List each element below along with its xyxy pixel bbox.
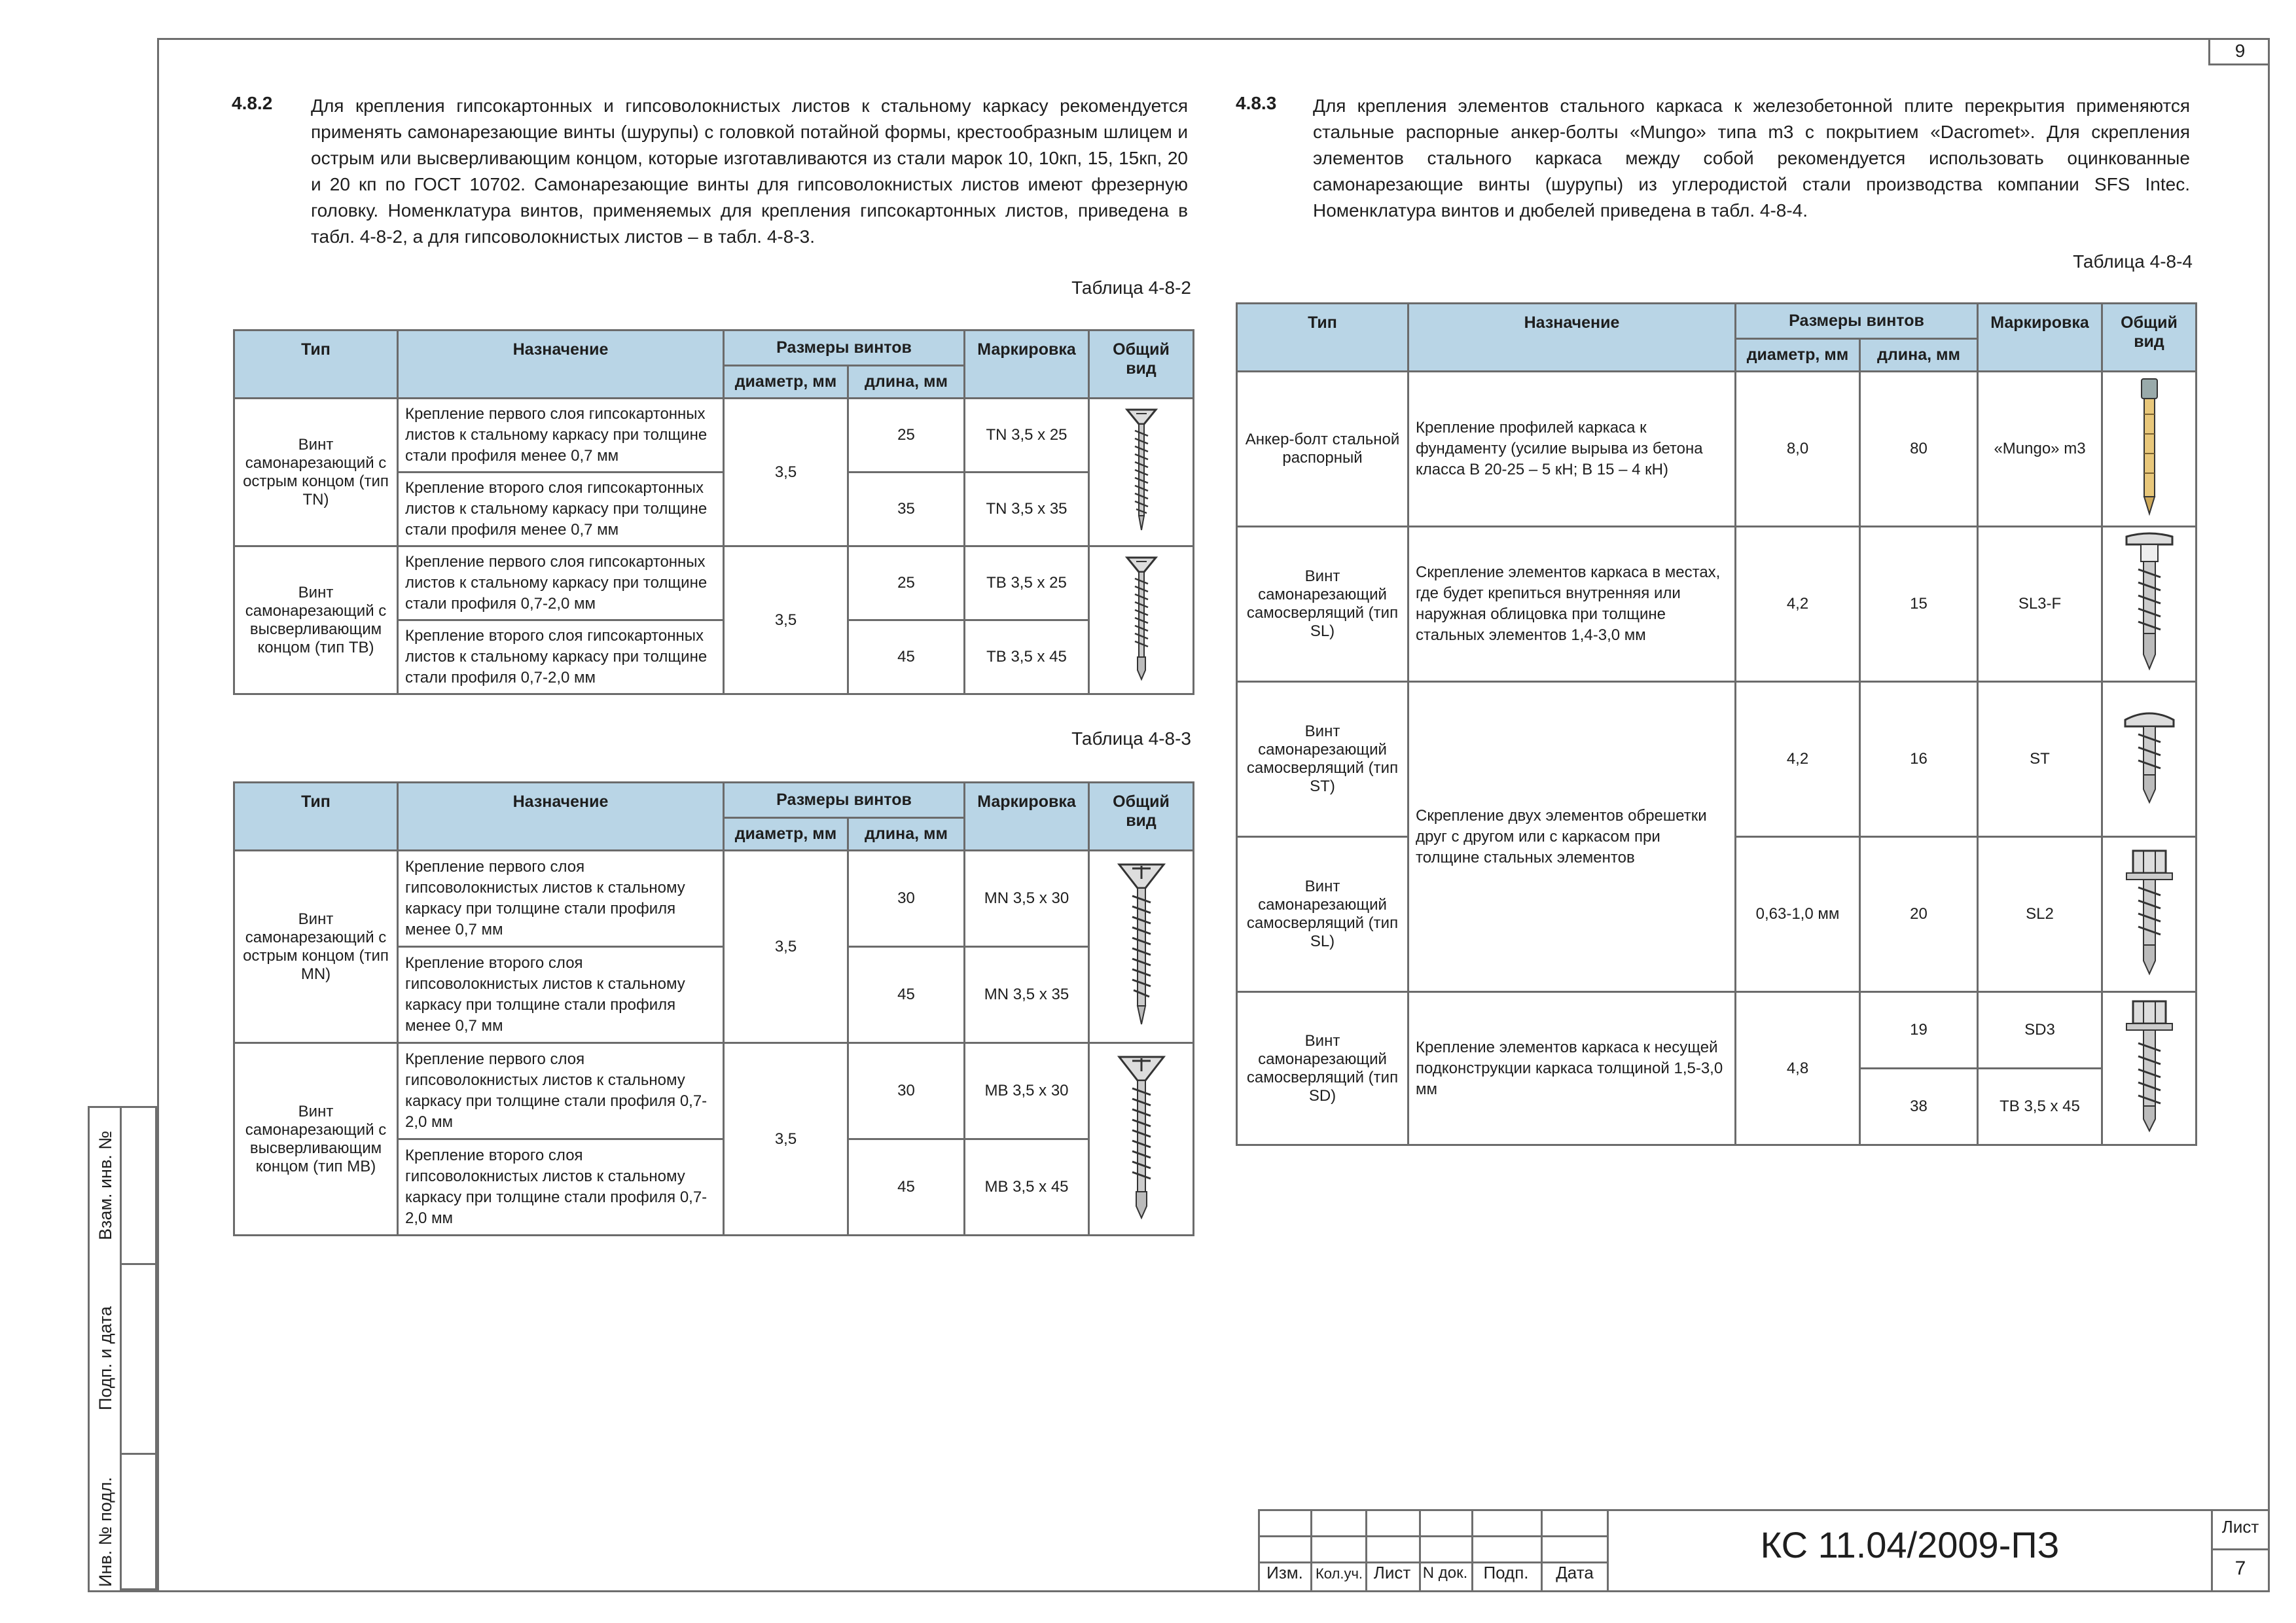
th-sizes: Размеры винтов [724, 330, 965, 366]
th-length: длина, мм [848, 818, 965, 851]
type-cell: Винт самонарезающий с острым концом (тип TN) [234, 399, 398, 546]
th-marking: Маркировка [965, 330, 1089, 399]
marking-cell: SL3-F [1978, 527, 2102, 682]
purpose-cell: Скрепление двух элементов обрешетки друг с другом или с каркасом при толщине стальных элементов [1408, 682, 1736, 992]
stamp-label-sign-date: Подп. и дата [96, 1306, 115, 1410]
purpose-cell: Крепление первого слоя гипсоволокнистых листов к стальному каркасу при толщине стали профиля менее 0,7 мм [398, 851, 724, 947]
th-type: Тип [1237, 304, 1408, 372]
purpose-cell: Крепление второго слоя гипсоволокнистых листов к стальному каркасу при толщине стали профиля 0,7-2,0 мм [398, 1139, 724, 1236]
marking-cell: «Mungo» m3 [1978, 372, 2102, 527]
marking-cell: MN 3,5 x 30 [965, 851, 1089, 947]
countersunk-screw-icon [1122, 404, 1161, 535]
th-view: Общий вид [2102, 304, 2197, 372]
length-cell: 38 [1860, 1069, 1978, 1145]
view-cell [2102, 372, 2197, 527]
purpose-cell: Крепление второго слоя гипсокартонных листов к стальному каркасу при толщине стали профиля 0,7-2,0 мм [398, 620, 724, 694]
type-cell: Винт самонарезающий с высверливающим концом (тип ТВ) [234, 546, 398, 694]
page-number-top: 9 [2208, 38, 2270, 65]
length-cell: 45 [848, 620, 965, 694]
view-cell [2102, 837, 2197, 992]
table-482 [233, 329, 1194, 695]
length-cell: 45 [848, 947, 965, 1043]
length-cell: 16 [1860, 682, 1978, 837]
view-cell [1089, 546, 1194, 694]
diameter-cell: 3,5 [724, 1043, 848, 1236]
type-cell: Винт самонарезающий с острым концом (тип MN) [234, 851, 398, 1043]
view-cell [2102, 682, 2197, 837]
diameter-cell: 3,5 [724, 399, 848, 546]
length-cell: 20 [1860, 837, 1978, 992]
marking-cell: TN 3,5 x 25 [965, 399, 1089, 473]
purpose-cell: Крепление второго слоя гипсоволокнистых листов к стальному каркасу при толщине стали профиля менее 0,7 мм [398, 947, 724, 1043]
marking-cell: ST [1978, 682, 2102, 837]
length-cell: 35 [848, 473, 965, 546]
length-cell: 80 [1860, 372, 1978, 527]
self-drilling-screw-icon [2120, 530, 2179, 674]
th-view: Общий вид [1089, 330, 1194, 399]
stamp-label-replace: Взам. инв. № [96, 1130, 115, 1240]
diameter-cell: 4,2 [1736, 682, 1860, 837]
diameter-cell: 4,2 [1736, 527, 1860, 682]
table-483 [233, 781, 1194, 1236]
tb-col-data: Дата [1556, 1563, 1594, 1582]
length-cell: 15 [1860, 527, 1978, 682]
th-diameter: диаметр, мм [1736, 339, 1860, 372]
th-type: Тип [234, 330, 398, 399]
diameter-cell: 4,8 [1736, 992, 1860, 1145]
diameter-cell: 8,0 [1736, 372, 1860, 527]
view-cell [1089, 1043, 1194, 1236]
view-cell [2102, 992, 2197, 1145]
th-purpose: Назначение [398, 783, 724, 851]
drill-point-screw-icon [1122, 552, 1161, 683]
document-code: КС 11.04/2009-ПЗ [1760, 1524, 2060, 1565]
type-cell: Винт самонарезающий самосверлящий (тип SD) [1237, 992, 1408, 1145]
purpose-cell: Крепление первого слоя гипсокартонных листов к стальному каркасу при толщине стали профиля 0,7-2,0 мм [398, 546, 724, 620]
purpose-cell: Крепление элементов каркаса к несущей подконструкции каркаса толщиной 1,5-3,0 мм [1408, 992, 1736, 1145]
tb-col-podp: Подп. [1483, 1563, 1529, 1582]
th-length: длина, мм [848, 366, 965, 399]
wafer-head-screw-icon [2120, 708, 2179, 806]
th-marking: Маркировка [965, 783, 1089, 851]
milled-head-screw-icon [1115, 859, 1168, 1029]
view-cell [1089, 399, 1194, 546]
purpose-cell: Крепление первого слоя гипсоволокнистых листов к стальному каркасу при толщине стали профиля 0,7-2,0 мм [398, 1043, 724, 1139]
type-cell: Анкер-болт стальной распорный [1237, 372, 1408, 527]
tb-col-list: Лист [1373, 1563, 1411, 1582]
marking-cell: MB 3,5 x 30 [965, 1043, 1089, 1139]
view-cell [2102, 527, 2197, 682]
hex-head-screw-icon [2120, 847, 2179, 978]
th-purpose: Назначение [1408, 304, 1736, 372]
marking-cell: MB 3,5 x 45 [965, 1139, 1089, 1236]
table-483-caption: Таблица 4-8-3 [1071, 728, 1191, 749]
diameter-cell: 3,5 [724, 546, 848, 694]
length-cell: 30 [848, 1043, 965, 1139]
th-length: длина, мм [1860, 339, 1978, 372]
type-cell: Винт самонарезающий самосверлящий (тип ST) [1237, 682, 1408, 837]
length-cell: 25 [848, 399, 965, 473]
marking-cell: SD3 [1978, 992, 2102, 1069]
purpose-cell: Крепление первого слоя гипсокартонных листов к стальному каркасу при толщине стали профиля менее 0,7 мм [398, 399, 724, 473]
tb-col-kol: Кол.уч. [1315, 1565, 1363, 1582]
type-cell: Винт самонарезающий самосверлящий (тип SL) [1237, 527, 1408, 682]
purpose-cell: Крепление профилей каркаса к фундаменту (усилие вырыва из бетона класса В 20-25 – 5 кН; В 15 – 4 кН) [1408, 372, 1736, 527]
stamp-label-inv: Инв. № подл. [96, 1476, 115, 1587]
sheet-label: Лист [2221, 1517, 2259, 1537]
diameter-cell: 0,63-1,0 мм [1736, 837, 1860, 992]
table-482-caption: Таблица 4-8-2 [1071, 277, 1191, 298]
stamp-cell-2 [120, 1265, 159, 1455]
length-cell: 45 [848, 1139, 965, 1236]
marking-cell: TB 3,5 x 45 [965, 620, 1089, 694]
diameter-cell: 3,5 [724, 851, 848, 1043]
sheet-hline [2211, 1548, 2270, 1550]
tb-col-izm: Изм. [1266, 1563, 1303, 1582]
anchor-bolt-icon [2130, 375, 2169, 519]
milled-head-drill-screw-icon [1115, 1052, 1168, 1222]
type-cell: Винт самонарезающий с высверливающим концом (тип МВ) [234, 1043, 398, 1236]
table-484-caption: Таблица 4-8-4 [2073, 251, 2193, 272]
hex-head-long-screw-icon [2120, 997, 2179, 1135]
th-type: Тип [234, 783, 398, 851]
length-cell: 25 [848, 546, 965, 620]
th-diameter: диаметр, мм [724, 366, 848, 399]
length-cell: 30 [848, 851, 965, 947]
table-484 [1236, 302, 2197, 1146]
marking-cell: MN 3,5 x 35 [965, 947, 1089, 1043]
type-cell: Винт самонарезающий самосверлящий (тип SL) [1237, 837, 1408, 992]
sheet-number: 7 [2234, 1558, 2246, 1579]
section-number-482: 4.8.2 [232, 93, 273, 113]
tb-col-ndoc: N док. [1422, 1564, 1468, 1582]
th-diameter: диаметр, мм [724, 818, 848, 851]
marking-cell: SL2 [1978, 837, 2102, 992]
th-sizes: Размеры винтов [1736, 304, 1978, 339]
section-text-482: Для крепления гипсокартонных и гипсоволокнистых листов к стальному каркасу рекомендуется применять самонарезающие винты (шурупы) с головкой потайной формы, крестообразным шлицем и острым или высверливающим концом, которые изготавливаются из стали марок 10, 10кп, 15, 15кп, 20 и 20 кп по ГОСТ 10702. Самонарезающие винты для гипсоволокнистых листов имеют фрезерную головку. Номенклатура винтов, применяемых для крепления гипсокартонных листов, приведена в табл. 4-8-2, а для гипсоволокнистых листов – в табл. 4-8-3. [311, 96, 1188, 247]
th-view: Общий вид [1089, 783, 1194, 851]
length-cell: 19 [1860, 992, 1978, 1069]
stamp-cell-1 [120, 1108, 159, 1265]
view-cell [1089, 851, 1194, 1043]
marking-cell: TB 3,5 x 45 [1978, 1069, 2102, 1145]
th-sizes: Размеры винтов [724, 783, 965, 818]
section-text-483: Для крепления элементов стального каркаса к железобетонной плите перекрытия применяются стальные распорные анкер-болты «Mungo» типа m3 с покрытием «Dacromet». Для скрепления элементов стального каркаса между собой рекомендуется использовать оцинкованные самонарезающие винты (шурупы) из углеродистой стали производства компании SFS Intec. Номенклатура винтов и дюбелей приведена в табл. 4-8-4. [1313, 96, 2190, 221]
section-number-483: 4.8.3 [1236, 93, 1277, 113]
th-marking: Маркировка [1978, 304, 2102, 372]
th-purpose: Назначение [398, 330, 724, 399]
purpose-cell: Скрепление элементов каркаса в местах, где будет крепиться внутренняя или наружная облицовка при толщине стальных элементов 1,4-3,0 мм [1408, 527, 1736, 682]
marking-cell: TN 3,5 x 35 [965, 473, 1089, 546]
marking-cell: TB 3,5 x 25 [965, 546, 1089, 620]
purpose-cell: Крепление второго слоя гипсокартонных листов к стальному каркасу при толщине стали профиля менее 0,7 мм [398, 473, 724, 546]
